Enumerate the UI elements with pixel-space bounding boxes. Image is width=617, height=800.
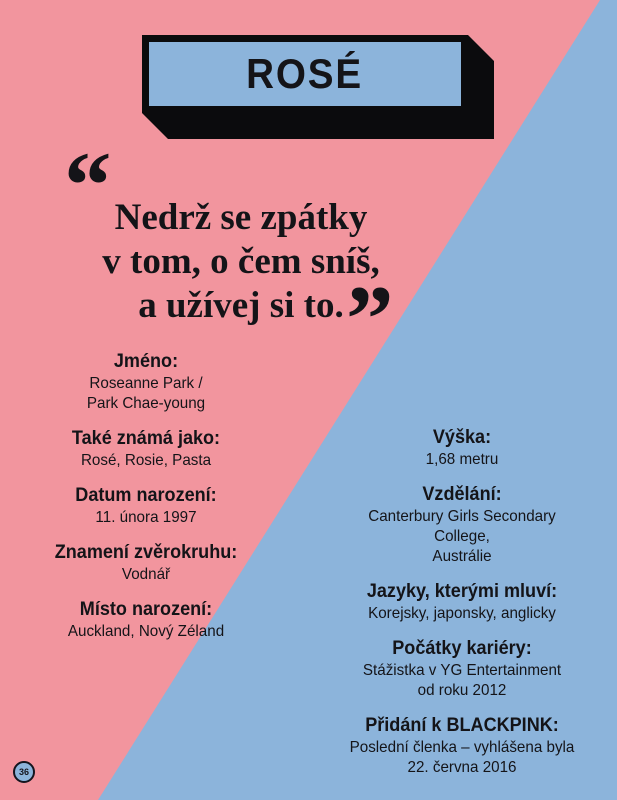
quote-line: v tom, o čem sníš, [102, 241, 380, 282]
info-value-line: 22. června 2016 [407, 759, 517, 776]
info-label: Místo narození: [79, 599, 213, 620]
info-value-line: Stážistka v YG Entertainment [362, 662, 562, 679]
info-block-education [334, 483, 590, 567]
info-label: Datum narození: [75, 485, 217, 506]
info-label: Jméno: [113, 351, 179, 372]
info-block-birthdate [20, 484, 272, 528]
info-value-line: Poslední členka – vyhlášena byla [349, 739, 575, 756]
info-label: Také známá jako: [71, 428, 221, 449]
info-block-name [20, 350, 272, 414]
info-value-line: 1,68 metru [425, 451, 499, 468]
info-value-line: Park Chae-young [86, 395, 206, 412]
info-column-left [20, 350, 272, 655]
info-block-career-start [334, 637, 590, 701]
info-block-aka [20, 427, 272, 471]
info-value-line: Vodnář [121, 566, 171, 583]
info-value-line: Korejsky, japonsky, anglicky [368, 605, 556, 622]
info-value-line: 11. února 1997 [95, 509, 197, 526]
info-block-birthplace [20, 598, 272, 642]
page-number-badge [13, 761, 35, 783]
info-label: Vzdělání: [422, 484, 502, 505]
info-block-joined-blackpink [334, 714, 590, 778]
info-value-line: Auckland, Nový Zéland [67, 623, 225, 640]
banner-face [142, 35, 468, 113]
info-label: Jazyky, kterými mluví: [366, 581, 558, 602]
info-value-line: Roseanne Park / [89, 375, 203, 392]
quote-line: a užívej si to. [138, 285, 344, 326]
close-quote-icon: ” [346, 266, 388, 372]
info-label: Výška: [432, 427, 492, 448]
info-label: Počátky kariéry: [392, 638, 532, 659]
quote-line: Nedrž se zpátky [114, 197, 368, 238]
info-block-height [334, 426, 590, 470]
page-number: 36 [18, 767, 29, 777]
info-value-line: Rosé, Rosie, Pasta [80, 452, 212, 469]
info-label: Přidání k BLACKPINK: [365, 715, 559, 736]
info-value-line: Austrálie [432, 548, 492, 565]
page-title: ROSÉ [246, 50, 364, 97]
rose-title-banner [142, 35, 494, 139]
info-column-right [334, 426, 590, 791]
info-block-languages [334, 580, 590, 624]
info-value-line: Canterbury Girls Secondary College, [368, 508, 556, 545]
open-quote-icon: “ [64, 132, 106, 238]
info-value-line: od roku 2012 [417, 682, 507, 699]
info-label: Znamení zvěrokruhu: [54, 542, 238, 563]
info-block-zodiac [20, 541, 272, 585]
